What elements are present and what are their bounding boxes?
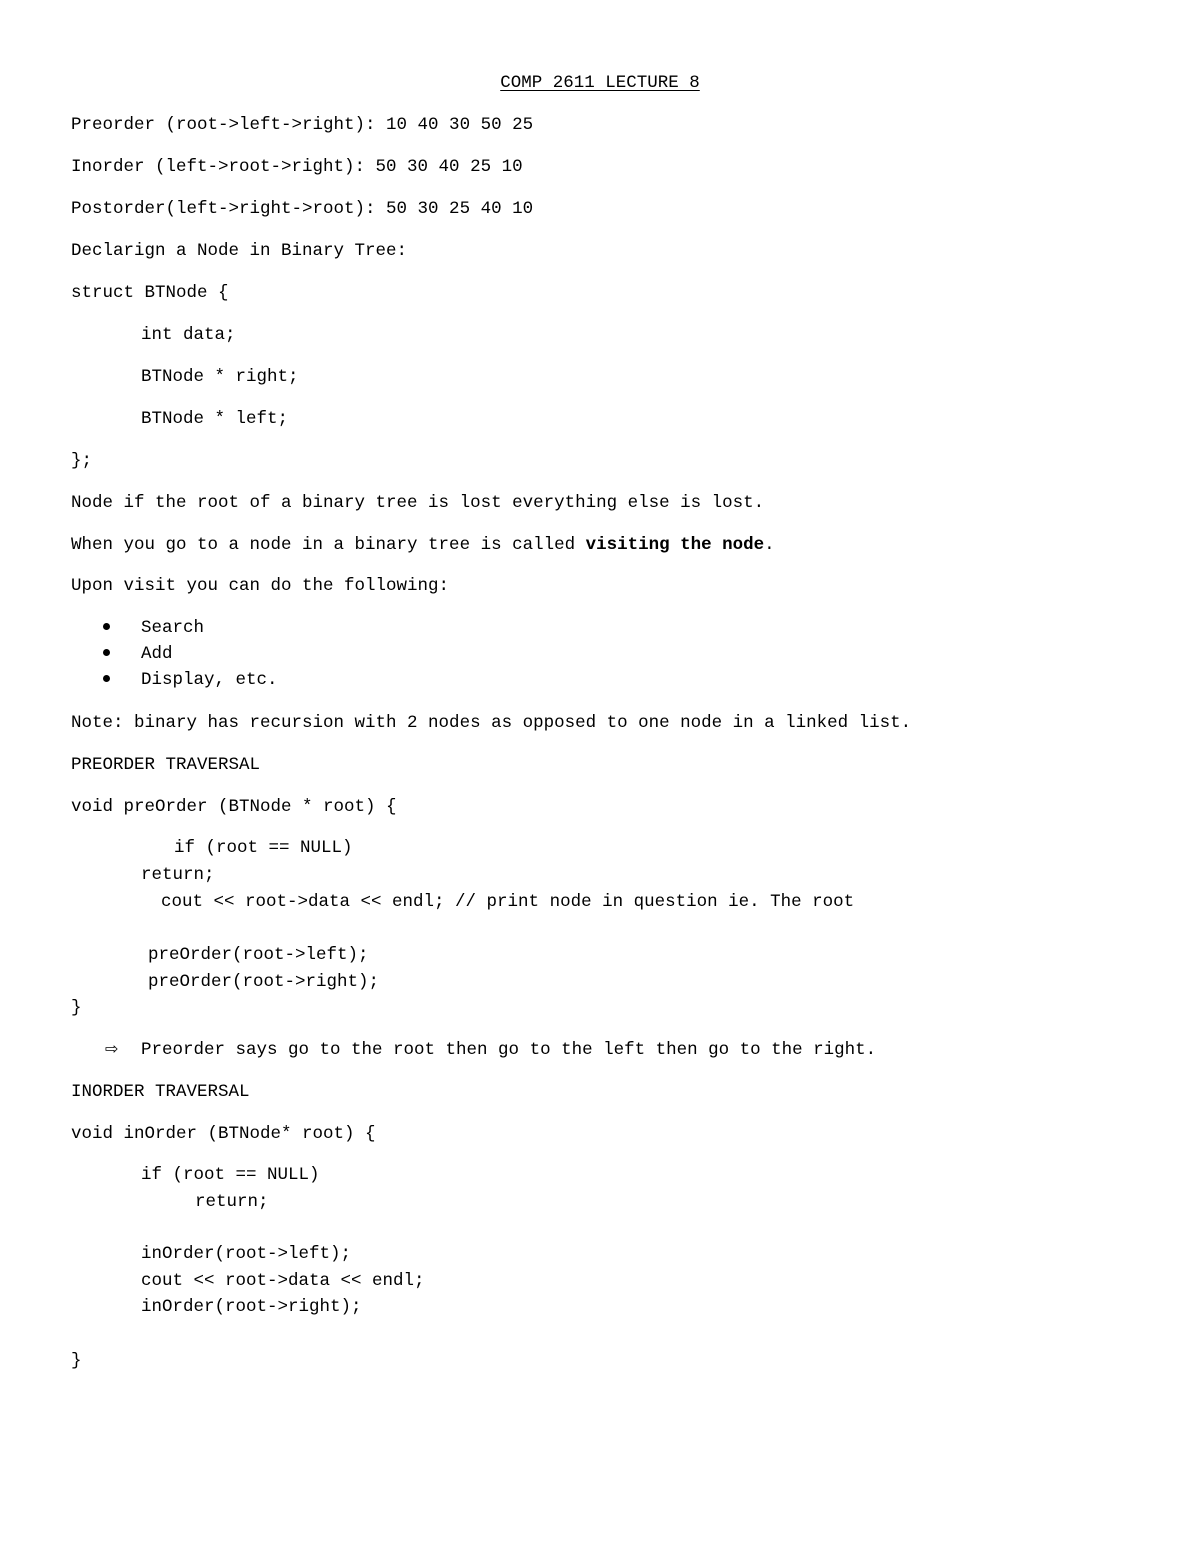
preorder-heading: PREORDER TRAVERSAL xyxy=(71,755,261,775)
inorder-close-brace: } xyxy=(71,1351,82,1371)
visiting-sentence xyxy=(71,535,775,555)
visiting-bold-term: visiting the node xyxy=(585,535,765,555)
list-item: Display, etc. xyxy=(141,670,278,690)
root-lost-note: Node if the root of a binary tree is lost everything else is lost. xyxy=(71,493,765,513)
bullet-icon xyxy=(103,670,113,680)
struct-field-data: int data; xyxy=(141,325,236,345)
bullet-icon xyxy=(103,618,113,628)
declaring-node-heading: Declarign a Node in Binary Tree: xyxy=(71,241,408,261)
inorder-call-left: inOrder(root->left); xyxy=(141,1244,352,1264)
inorder-if-line: if (root == NULL) xyxy=(141,1165,320,1185)
recursion-note: Note: binary has recursion with 2 nodes as opposed to one node in a linked list. xyxy=(71,713,912,733)
inorder-signature: void inOrder (BTNode* root) { xyxy=(71,1124,376,1144)
preorder-call-right: preOrder(root->right); xyxy=(148,972,380,992)
struct-open-line: struct BTNode { xyxy=(71,283,229,303)
page-title: COMP 2611 LECTURE 8 xyxy=(500,73,700,93)
struct-field-left: BTNode * left; xyxy=(141,409,289,429)
preorder-sequence: Preorder (root->left->right): 10 40 30 50 25 xyxy=(71,115,534,135)
list-item: Add xyxy=(141,644,173,664)
upon-visit-line: Upon visit you can do the following: xyxy=(71,576,450,596)
arrow-right-icon: ⇨ xyxy=(105,1039,119,1058)
preorder-summary: Preorder says go to the root then go to the left then go to the right. xyxy=(141,1040,877,1060)
struct-close-line: }; xyxy=(71,451,93,471)
inorder-return-line: return; xyxy=(195,1192,269,1212)
inorder-heading: INORDER TRAVERSAL xyxy=(71,1082,250,1102)
preorder-close-brace: } xyxy=(71,998,82,1018)
list-item: Search xyxy=(141,618,205,638)
preorder-call-left: preOrder(root->left); xyxy=(148,945,369,965)
inorder-call-right: inOrder(root->right); xyxy=(141,1297,362,1317)
postorder-sequence: Postorder(left->right->root): 50 30 25 40 10 xyxy=(71,199,534,219)
inorder-sequence: Inorder (left->root->right): 50 30 40 25 10 xyxy=(71,157,523,177)
struct-field-right: BTNode * right; xyxy=(141,367,299,387)
preorder-return-line: return; xyxy=(141,865,215,885)
preorder-signature: void preOrder (BTNode * root) { xyxy=(71,797,397,817)
visiting-prefix: When you go to a node in a binary tree is called xyxy=(71,535,586,555)
preorder-if-line: if (root == NULL) xyxy=(174,838,353,858)
preorder-cout-line: cout << root->data << endl; // print node in question ie. The root xyxy=(161,892,855,912)
visiting-suffix: . xyxy=(764,535,775,555)
bullet-icon xyxy=(103,644,113,654)
inorder-cout-line: cout << root->data << endl; xyxy=(141,1271,425,1291)
